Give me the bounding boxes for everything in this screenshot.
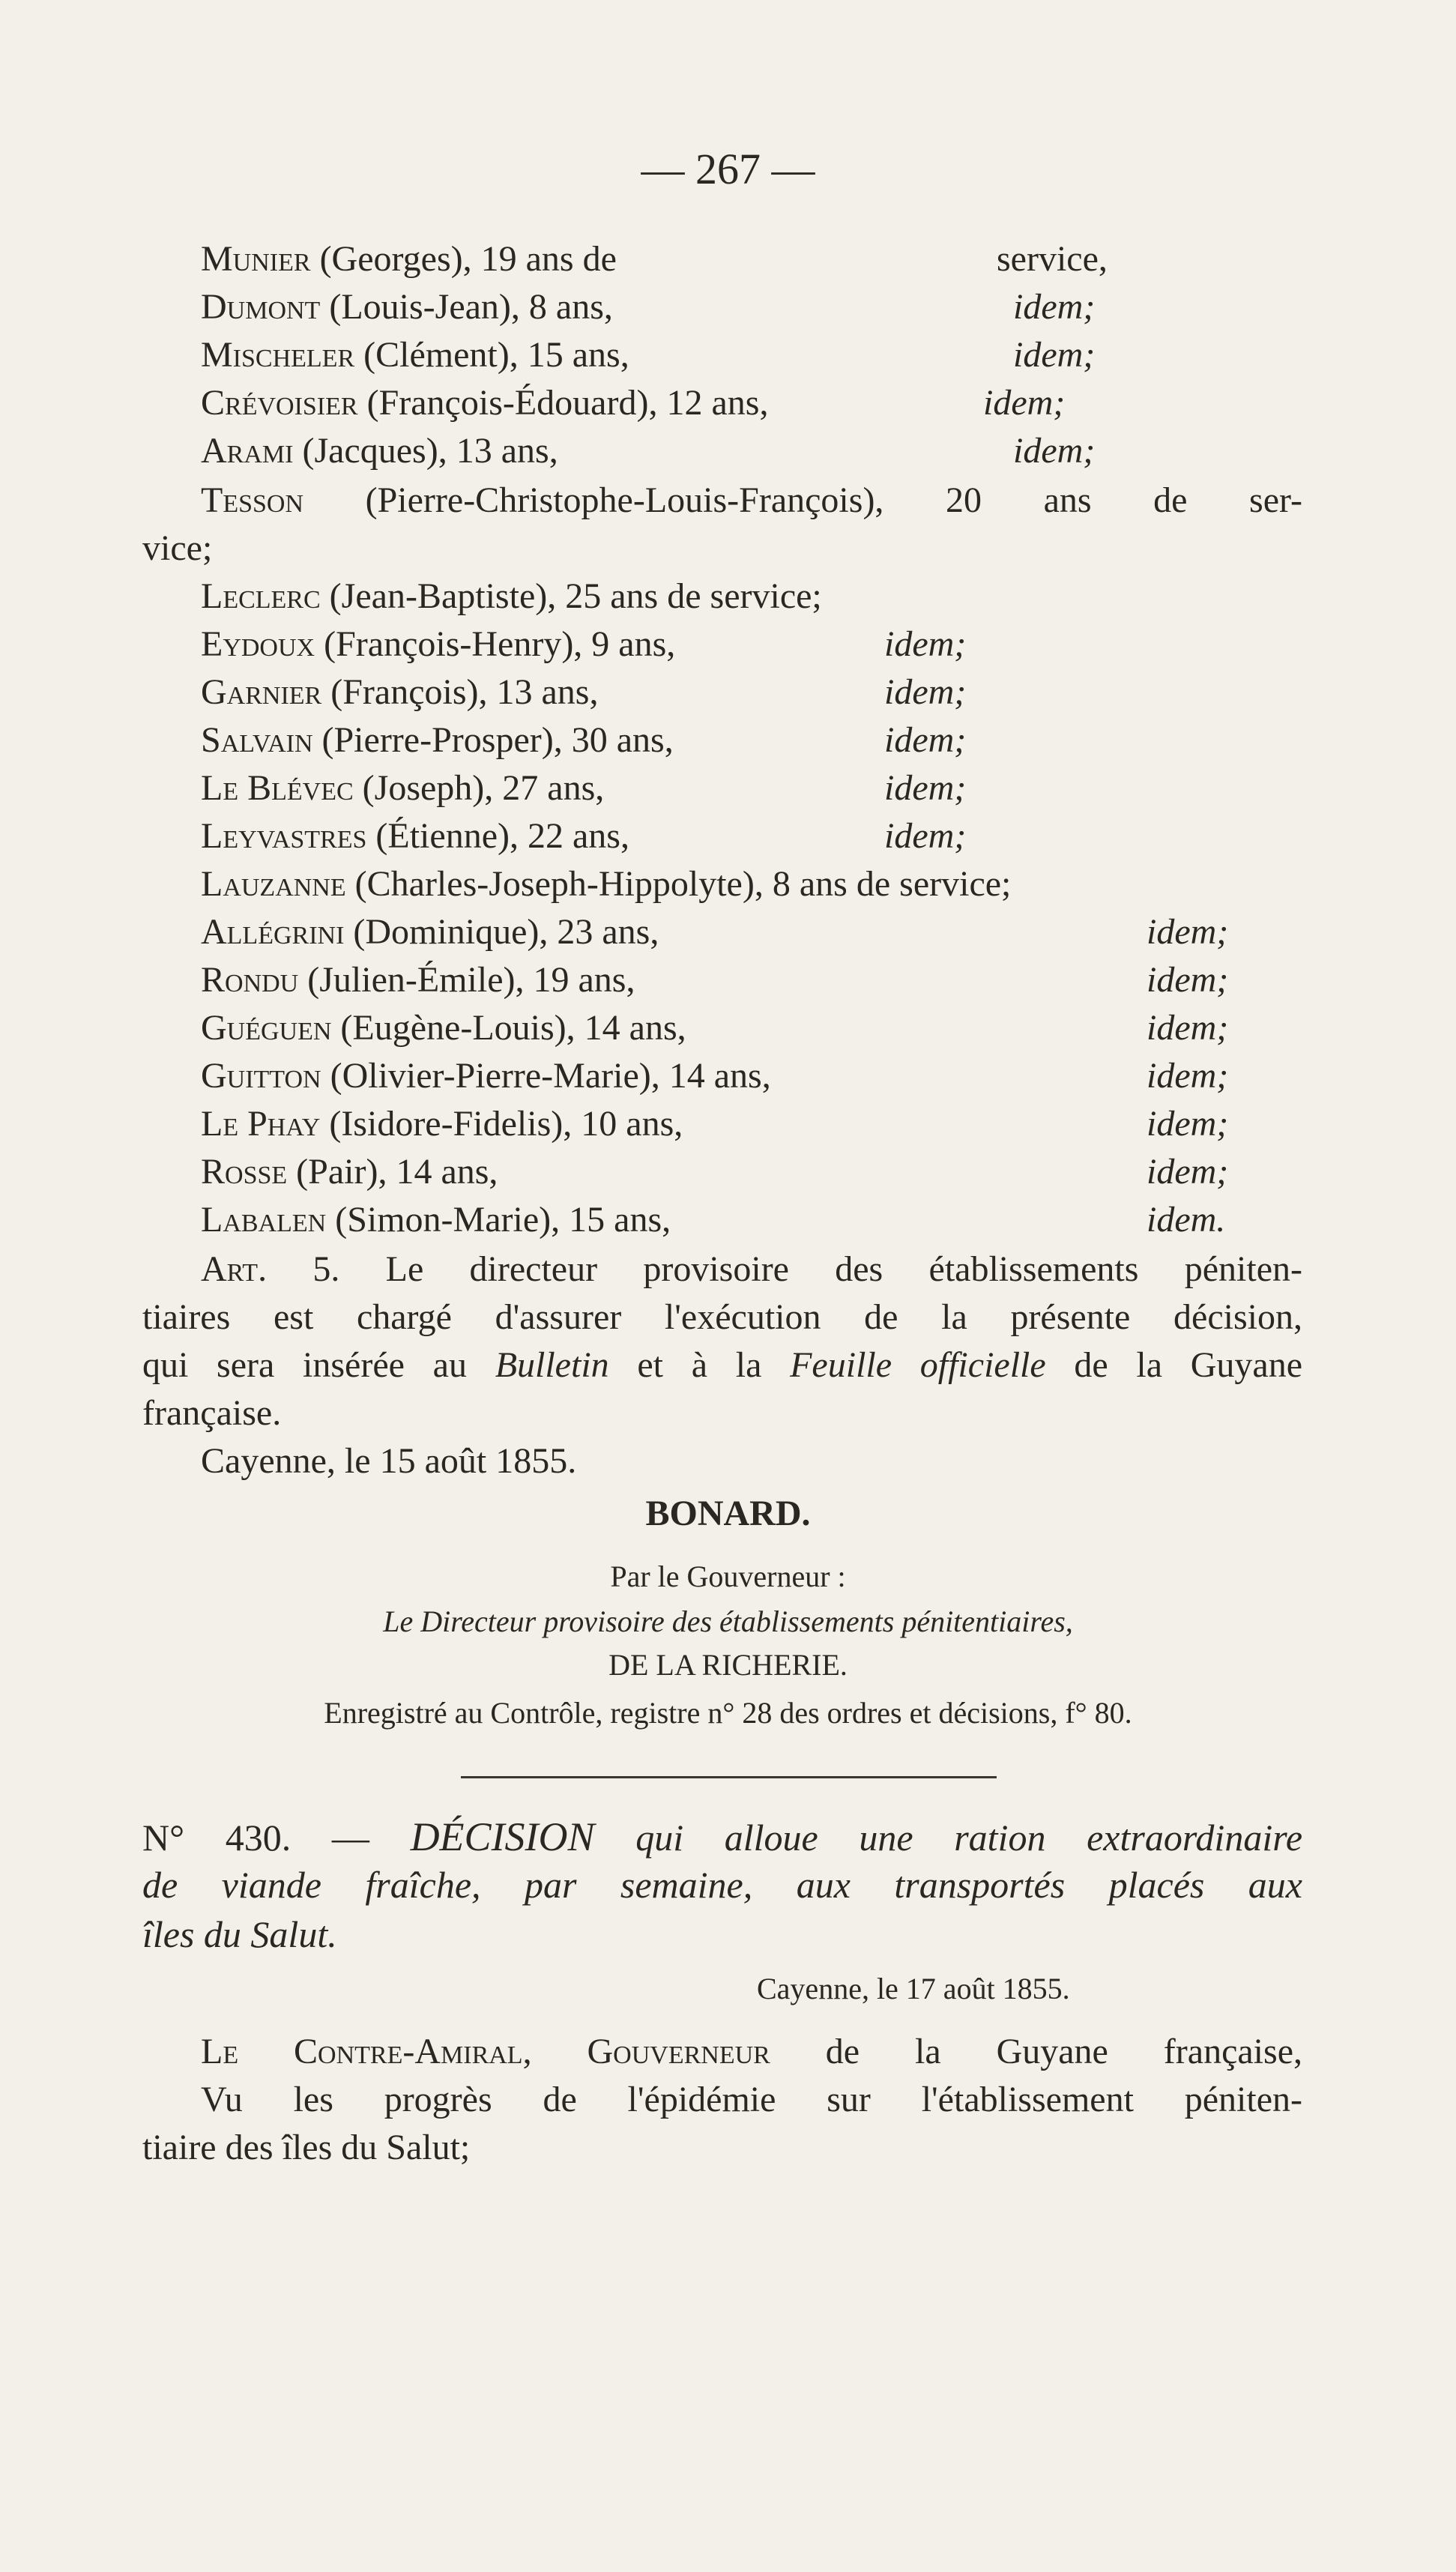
entry-given: (François), 13 ans, xyxy=(330,672,599,712)
entry-rondu xyxy=(201,959,635,1000)
entry-name: Dumont xyxy=(201,287,321,327)
entry-note: idem; xyxy=(1147,1056,1229,1096)
entry-years: 13 ans, xyxy=(456,431,558,471)
contre-amiral-title: Le Contre-Amiral, Gouverneur xyxy=(201,2032,770,2071)
entry-years: 8 ans, xyxy=(528,287,613,327)
entry-given: (Joseph), 27 ans, xyxy=(362,768,605,808)
decision-number: N° 430. — xyxy=(142,1817,369,1859)
entry-leyvastres xyxy=(201,815,629,857)
entry-name: Labalen xyxy=(201,1200,327,1240)
entry-name: Rondu xyxy=(201,960,299,1000)
article-5-line-4: française. xyxy=(142,1393,282,1433)
entry-note: idem; xyxy=(884,672,967,712)
article-text: qui sera insérée au xyxy=(142,1345,467,1385)
article-5-line-1 xyxy=(201,1249,1302,1290)
entry-guitton xyxy=(201,1055,771,1096)
entry-given: (Clément), xyxy=(363,335,519,375)
page-number: — 267 — xyxy=(641,145,815,193)
date-line: Cayenne, le 15 août 1855. xyxy=(201,1441,577,1481)
entry-note: idem. xyxy=(1147,1200,1226,1240)
article-label: Art. 5. xyxy=(201,1249,340,1289)
entry-given: (Isidore-Fidelis), 10 ans, xyxy=(329,1104,683,1144)
article-5-line-3 xyxy=(142,1344,1302,1386)
entry-name: Rosse xyxy=(201,1152,288,1192)
bulletin-ref: Bulletin xyxy=(495,1345,609,1385)
entry-given: (Julien-Émile), 19 ans, xyxy=(307,960,635,1000)
entry-note: idem; xyxy=(1013,431,1096,471)
entry-given: (Étienne), 22 ans, xyxy=(375,816,629,856)
entry-given: (Jacques), xyxy=(302,431,447,471)
entry-note: idem; xyxy=(1013,335,1096,375)
entry-note: idem; xyxy=(884,624,967,664)
entry-garnier xyxy=(201,671,598,713)
entry-given: (Georges), xyxy=(319,239,472,279)
directeur-title: Le Directeur provisoire des établissements pénitentiaires, xyxy=(383,1605,1073,1638)
entry-note: idem; xyxy=(884,816,967,856)
entry-text: (Jean-Baptiste), 25 ans de service; xyxy=(329,576,822,616)
entry-note: idem; xyxy=(1147,912,1229,952)
entry-given: (François-Édouard), xyxy=(366,383,658,423)
entry-eydoux xyxy=(201,624,675,665)
contre-amiral-line xyxy=(201,2031,1302,2072)
entry-name: Le Blévec xyxy=(201,768,354,808)
article-5-line-2 xyxy=(142,1296,1302,1338)
contre-amiral-rest: de la Guyane française, xyxy=(825,2032,1302,2071)
entry-crevoisier xyxy=(201,382,768,423)
entry-name: Garnier xyxy=(201,672,322,712)
signature: BONARD. xyxy=(645,1494,811,1533)
entry-years: 15 ans, xyxy=(527,335,629,375)
entry-name: Tesson xyxy=(201,480,304,520)
entry-name: Lauzanne xyxy=(201,864,346,904)
entry-given: (Olivier-Pierre-Marie), 14 ans, xyxy=(330,1056,771,1096)
entry-mischeler xyxy=(201,334,629,375)
vu-line-2: tiaire des îles du Salut; xyxy=(142,2128,471,2167)
entry-name: Guitton xyxy=(201,1056,321,1096)
entry-given: (Eugène-Louis), 14 ans, xyxy=(340,1008,686,1048)
article-text: de la Guyane xyxy=(1074,1345,1303,1385)
entry-name: Munier xyxy=(201,239,311,279)
entry-tesson-cont: vice; xyxy=(142,528,213,568)
entry-rest: (Pierre-Christophe-Louis-François), 20 ans de ser- xyxy=(365,480,1303,520)
entry-name: Eydoux xyxy=(201,624,315,664)
entry-note: service, xyxy=(997,239,1108,279)
entry-note: idem; xyxy=(983,383,1066,423)
entry-rosse xyxy=(201,1151,498,1192)
decision-title-line-1 xyxy=(142,1814,1302,1860)
entry-given: (Simon-Marie), 15 ans, xyxy=(335,1200,671,1240)
entry-name: Guéguen xyxy=(201,1008,332,1048)
entry-given: (Dominique), 23 ans, xyxy=(353,912,659,952)
article-text: Le directeur provisoire des établissements péniten- xyxy=(385,1249,1302,1289)
entry-salvain xyxy=(201,719,674,761)
decision-heading: DÉCISION xyxy=(410,1814,595,1859)
entry-name: Allégrini xyxy=(201,912,345,952)
entry-given: (Pierre-Prosper), 30 ans, xyxy=(321,720,674,760)
decision-title-line-3: îles du Salut. xyxy=(142,1913,337,1955)
entry-gueguen xyxy=(201,1007,686,1048)
section-divider xyxy=(461,1776,997,1778)
entry-note: idem; xyxy=(1147,1104,1229,1144)
vu-text: Vu les progrès de l'épidémie sur l'établissement péniten- xyxy=(201,2080,1302,2119)
entry-dumont xyxy=(201,286,613,327)
entry-note: idem; xyxy=(1147,1008,1229,1048)
decision-date: Cayenne, le 17 août 1855. xyxy=(757,1972,1070,2005)
entry-note: idem; xyxy=(884,768,967,808)
article-text: et à la xyxy=(637,1345,762,1385)
entry-arami xyxy=(201,430,558,471)
entry-lauzanne xyxy=(201,863,1011,905)
entry-years: 19 ans de xyxy=(480,239,617,279)
entry-note: idem; xyxy=(884,720,967,760)
entry-le-phay xyxy=(201,1103,683,1144)
vu-line-1 xyxy=(201,2079,1302,2120)
entry-labalen xyxy=(201,1199,671,1240)
entry-name: Crévoisier xyxy=(201,383,358,423)
entry-note: idem; xyxy=(1147,1152,1229,1192)
entry-name: Arami xyxy=(201,431,294,471)
entry-allegrini xyxy=(201,911,659,953)
enregistrement-note: Enregistré au Contrôle, registre n° 28 des ordres et décisions, f° 80. xyxy=(324,1696,1132,1730)
article-text: tiaires est chargé d'assurer l'exécution de la présente décision, xyxy=(142,1297,1302,1337)
entry-text: (Charles-Joseph-Hippolyte), 8 ans de service; xyxy=(354,864,1012,904)
entry-leclerc xyxy=(201,576,822,617)
entry-le-blevec xyxy=(201,767,604,809)
directeur-name: DE LA RICHERIE. xyxy=(608,1648,848,1682)
entry-years: 12 ans, xyxy=(666,383,769,423)
entry-given: (Louis-Jean), xyxy=(329,287,520,327)
entry-name: Leyvastres xyxy=(201,816,367,856)
entry-given: (Pair), 14 ans, xyxy=(296,1152,498,1192)
entry-tesson xyxy=(201,480,1302,521)
decision-text: de viande fraîche, par semaine, aux transportés placés aux xyxy=(142,1864,1302,1906)
entry-given: (François-Henry), 9 ans, xyxy=(324,624,676,664)
par-le-gouverneur: Par le Gouverneur : xyxy=(610,1560,846,1593)
entry-name: Salvain xyxy=(201,720,313,760)
entry-munier xyxy=(201,238,617,280)
entry-name: Le Phay xyxy=(201,1104,321,1144)
entry-name: Leclerc xyxy=(201,576,321,616)
entry-note: idem; xyxy=(1013,287,1096,327)
entry-note: idem; xyxy=(1147,960,1229,1000)
feuille-ref: Feuille officielle xyxy=(790,1345,1046,1385)
decision-title-line-2 xyxy=(142,1863,1302,1907)
entry-name: Mischeler xyxy=(201,335,355,375)
decision-text: qui alloue une ration extraordinaire xyxy=(635,1817,1303,1859)
